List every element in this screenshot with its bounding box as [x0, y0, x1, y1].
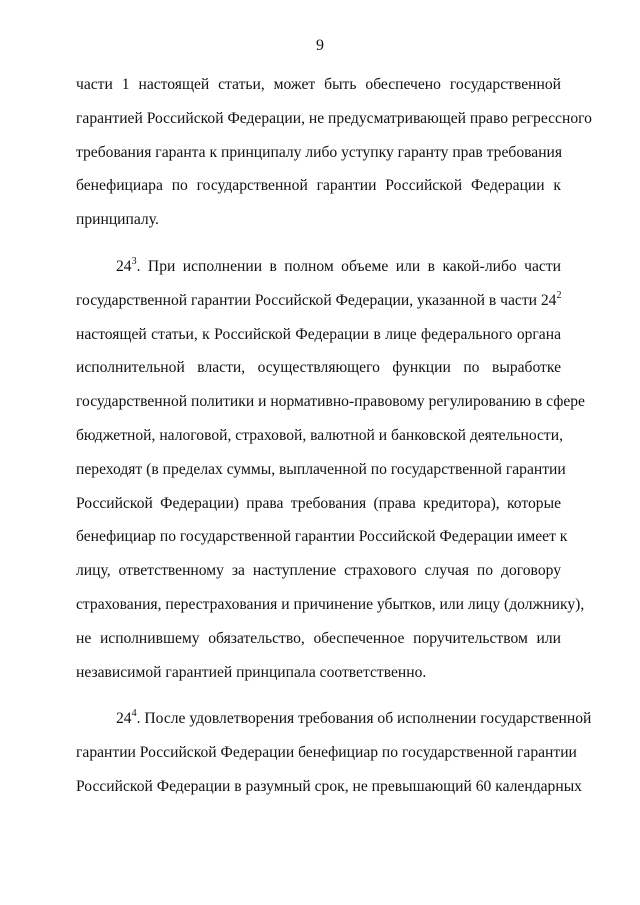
page-number: 9	[316, 37, 324, 54]
text-line: страхования, перестрахования и причинение убытков, или лицу (должнику),	[76, 595, 585, 613]
text-line: независимой гарантией принципала соответственно.	[76, 663, 427, 681]
text-line: принципалу.	[76, 211, 159, 229]
text-line: гарантией Российской Федерации, не предусматривающей право регрессного	[76, 109, 592, 127]
document-body	[76, 68, 592, 804]
text-line: части 1 настоящей статьи, может быть обеспечено государственной	[76, 76, 561, 93]
text-line: Российской Федерации в разумный срок, не превышающий 60 календарных	[76, 777, 582, 795]
section-superscript: 3	[131, 255, 137, 267]
paragraph	[76, 68, 592, 237]
text-line: требования гаранта к принципалу либо уступку гаранту прав требования	[76, 143, 563, 161]
text-line: лицу, ответственному за наступление страхового случая по договору	[76, 562, 561, 580]
text-line: гарантии Российской Федерации бенефициар по государственной гарантии	[76, 744, 577, 762]
section-number: 24	[116, 257, 132, 275]
text-line: Российской Федерации) права требования (права кредитора), которые	[76, 494, 561, 512]
text-line: переходят (в пределах суммы, выплаченной по государственной гарантии	[76, 460, 566, 478]
text-line: бюджетной, налоговой, страховой, валютной и банковской деятельности,	[76, 426, 563, 444]
text-line: исполнительной власти, осуществляющего функции по выработке	[76, 359, 561, 377]
text-line: государственной политики и нормативно-правовому регулированию в сфере	[76, 393, 585, 411]
text-line: $24^4$. После удовлетворения требования об исполнении государственной	[116, 708, 592, 728]
text-line: настоящей статьи, к Российской Федерации в лице федерального органа	[76, 325, 561, 343]
section-number: 24	[116, 710, 132, 728]
reference-superscript: 2	[556, 289, 562, 301]
text-line: не исполнившему обязательство, обеспеченное поручительством или	[76, 629, 561, 647]
section-superscript: 4	[131, 708, 137, 720]
text-line: $24^3$. При исполнении в полном объеме или в какой-либо части	[116, 255, 561, 275]
paragraph-24-4	[76, 702, 592, 803]
text-line: бенефициара по государственной гарантии Российской Федерации к	[76, 177, 561, 195]
text-line: бенефициар по государственной гарантии Российской Федерации имеет к	[76, 528, 568, 546]
paragraph-24-3	[76, 250, 585, 689]
text-line: государственной гарантии Российской Федерации, указанной в части $24^2$	[76, 289, 562, 309]
